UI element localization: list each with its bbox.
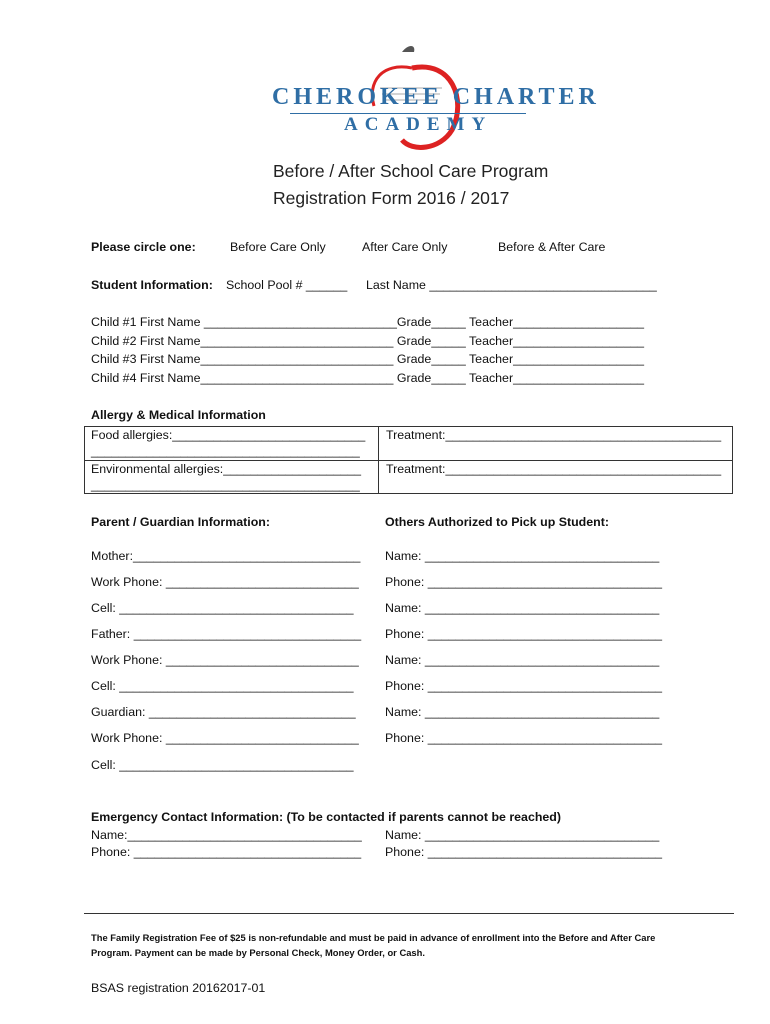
footer-divider bbox=[84, 913, 734, 914]
father-work-phone-field[interactable]: Work Phone: ____________________________ bbox=[91, 653, 359, 667]
logo-line-1: CHEROKEE CHARTER bbox=[272, 84, 600, 110]
food-allergies-continued[interactable]: _______________________________________ bbox=[91, 444, 360, 458]
school-logo bbox=[262, 40, 600, 160]
pickup-phone-2-field[interactable]: Phone: __________________________________ bbox=[385, 627, 663, 641]
form-title-line-1: Before / After School Care Program bbox=[273, 161, 549, 181]
guardian-work-phone-field[interactable]: Work Phone: ____________________________ bbox=[91, 731, 359, 745]
food-treatment-field[interactable]: Treatment:________________________________________ bbox=[386, 428, 722, 442]
emergency-name-right-field[interactable]: Name: __________________________________ bbox=[385, 828, 660, 842]
document-id: BSAS registration 20162017-01 bbox=[91, 981, 266, 995]
guardian-field[interactable]: Guardian: ______________________________ bbox=[91, 705, 356, 719]
option-before-care[interactable]: Before Care Only bbox=[230, 240, 326, 254]
emergency-phone-right-field[interactable]: Phone: __________________________________ bbox=[385, 845, 663, 859]
child-4-row[interactable]: Child #4 First Name____________________________ Grade_____ Teacher___________________ bbox=[91, 371, 644, 385]
child-1-row[interactable]: Child #1 First Name ____________________________Grade_____ Teacher___________________ bbox=[91, 315, 644, 329]
fee-note-line-1: The Family Registration Fee of $25 is non-refundable and must be paid in advance of enrollment into the Before and After Care bbox=[91, 932, 656, 943]
pickup-phone-1-field[interactable]: Phone: __________________________________ bbox=[385, 575, 663, 589]
environmental-allergies-field[interactable]: Environmental allergies:____________________ bbox=[91, 462, 362, 476]
allergy-table bbox=[84, 426, 733, 494]
food-allergies-field[interactable]: Food allergies:____________________________ bbox=[91, 428, 366, 442]
circle-one-label: Please circle one: bbox=[91, 240, 196, 254]
pickup-name-2-field[interactable]: Name: __________________________________ bbox=[385, 601, 660, 615]
child-2-row[interactable]: Child #2 First Name____________________________ Grade_____ Teacher___________________ bbox=[91, 334, 644, 348]
pickup-phone-3-field[interactable]: Phone: __________________________________ bbox=[385, 679, 663, 693]
father-cell-field[interactable]: Cell: __________________________________ bbox=[91, 679, 354, 693]
pickup-name-4-field[interactable]: Name: __________________________________ bbox=[385, 705, 660, 719]
pickup-name-1-field[interactable]: Name: __________________________________ bbox=[385, 549, 660, 563]
form-title-line-2: Registration Form 2016 / 2017 bbox=[273, 188, 510, 208]
option-after-care[interactable]: After Care Only bbox=[362, 240, 448, 254]
fee-note-line-2: Program. Payment can be made by Personal Check, Money Order, or Cash. bbox=[91, 947, 425, 958]
student-info-label: Student Information: bbox=[91, 278, 213, 292]
mother-field[interactable]: Mother:_________________________________ bbox=[91, 549, 361, 563]
school-pool-field[interactable]: School Pool # ______ bbox=[226, 278, 348, 292]
last-name-field[interactable]: Last Name _________________________________ bbox=[366, 278, 657, 292]
environmental-allergies-continued[interactable]: _______________________________________ bbox=[91, 478, 360, 492]
allergy-heading: Allergy & Medical Information bbox=[91, 408, 266, 422]
emergency-name-left-field[interactable]: Name:__________________________________ bbox=[91, 828, 362, 842]
guardian-cell-field[interactable]: Cell: __________________________________ bbox=[91, 758, 354, 772]
pickup-phone-4-field[interactable]: Phone: __________________________________ bbox=[385, 731, 663, 745]
pickup-heading: Others Authorized to Pick up Student: bbox=[385, 515, 609, 529]
pickup-name-3-field[interactable]: Name: __________________________________ bbox=[385, 653, 660, 667]
parent-info-heading: Parent / Guardian Information: bbox=[91, 515, 270, 529]
emergency-heading: Emergency Contact Information: (To be contacted if parents cannot be reached) bbox=[91, 810, 561, 824]
father-field[interactable]: Father: _________________________________ bbox=[91, 627, 362, 641]
mother-work-phone-field[interactable]: Work Phone: ____________________________ bbox=[91, 575, 359, 589]
child-3-row[interactable]: Child #3 First Name____________________________ Grade_____ Teacher___________________ bbox=[91, 352, 644, 366]
option-before-after-care[interactable]: Before & After Care bbox=[498, 240, 606, 254]
mother-cell-field[interactable]: Cell: __________________________________ bbox=[91, 601, 354, 615]
environmental-treatment-field[interactable]: Treatment:________________________________________ bbox=[386, 462, 722, 476]
emergency-phone-left-field[interactable]: Phone: _________________________________ bbox=[91, 845, 362, 859]
logo-line-2: ACADEMY bbox=[344, 114, 493, 135]
